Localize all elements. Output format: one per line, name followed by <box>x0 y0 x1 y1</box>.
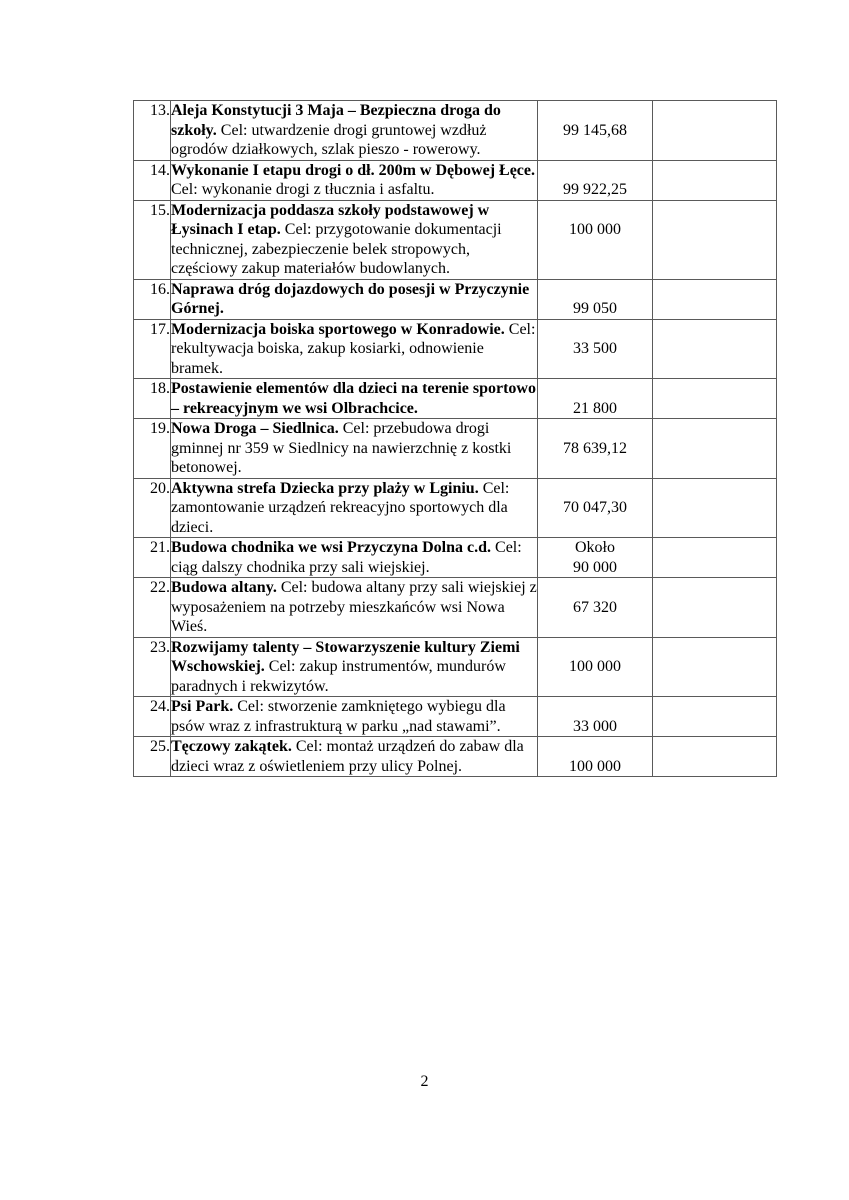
row-amount-note: Około <box>575 539 615 556</box>
row-amount-value: 70 047,30 <box>563 499 627 516</box>
row-amount-cell <box>538 200 653 279</box>
row-description-cell <box>171 697 538 737</box>
table-row <box>134 578 777 638</box>
row-details: Cel: zakup instrumentów, mundurów paradnych i rekwizytów. <box>171 658 506 695</box>
row-title: Aleja Konstytucji 3 Maja – Bezpieczna droga do szkoły. <box>171 102 501 139</box>
row-number: 18. <box>134 379 171 419</box>
row-amount-note <box>538 737 652 757</box>
row-amount-note <box>538 101 652 121</box>
row-number: 21. <box>134 538 171 578</box>
row-title: Modernizacja boiska sportowego w Konradowie. <box>171 320 505 338</box>
table-row <box>134 200 777 279</box>
row-amount-note <box>538 419 652 439</box>
row-description-cell <box>171 478 538 538</box>
row-details: Cel: zamontowanie urządzeń rekreacyjno sportowych dla dzieci. <box>171 479 510 536</box>
row-amount-value: 100 000 <box>569 221 621 238</box>
row-amount-value: 90 000 <box>573 558 617 576</box>
row-number: 14. <box>134 160 171 200</box>
row-number: 13. <box>134 101 171 161</box>
row-number: 24. <box>134 697 171 737</box>
row-notes-cell <box>653 538 777 578</box>
row-description-cell <box>171 319 538 379</box>
row-amount-cell <box>538 737 653 777</box>
row-notes-cell <box>653 637 777 697</box>
row-amount-note <box>538 697 652 717</box>
row-description-cell <box>171 578 538 638</box>
row-amount-value: 67 320 <box>573 598 617 616</box>
row-amount-cell <box>538 101 653 161</box>
row-number: 17. <box>134 319 171 379</box>
row-description-cell <box>171 538 538 578</box>
table-row <box>134 279 777 319</box>
row-title: Budowa chodnika we wsi Przyczyna Dolna c.d. <box>171 539 492 556</box>
row-number: 19. <box>134 419 171 479</box>
row-amount-cell <box>538 478 653 538</box>
row-number: 15. <box>134 200 171 279</box>
row-amount-note <box>538 578 652 598</box>
row-amount-note <box>538 161 652 181</box>
row-amount-value: 33 000 <box>573 717 617 735</box>
row-number: 25. <box>134 737 171 777</box>
table-row <box>134 737 777 777</box>
row-notes-cell <box>653 319 777 379</box>
table-row <box>134 419 777 479</box>
row-title: Postawienie elementów dla dzieci na terenie sportowo – rekreacyjnym we wsi Olbrachcice. <box>171 380 536 417</box>
row-amount-cell <box>538 538 653 578</box>
row-amount-value: 100 000 <box>569 757 621 775</box>
row-details: Cel: rekultywacja boiska, zakup kosiarki, odnowienie bramek. <box>171 320 536 377</box>
row-amount-note <box>538 280 652 300</box>
row-title: Wykonanie I etapu drogi o dł. 200m w Dębowej Łęce. <box>171 161 535 179</box>
row-details: Cel: wykonanie drogi z tłucznia i asfaltu. <box>171 181 435 198</box>
row-description-cell <box>171 101 538 161</box>
table-row <box>134 637 777 697</box>
row-details: Cel: przebudowa drogi gminnej nr 359 w Siedlnicy na nawierzchnię z kostki betonowej. <box>171 420 512 476</box>
row-notes-cell <box>653 200 777 279</box>
row-notes-cell <box>653 478 777 538</box>
row-details: Cel: ciąg dalszy chodnika przy sali wiejskiej. <box>171 539 522 576</box>
row-title: Tęczowy zakątek. <box>171 738 292 755</box>
row-description-cell <box>171 737 538 777</box>
projects-table-body <box>134 101 777 777</box>
row-amount-cell <box>538 419 653 479</box>
row-description-cell <box>171 637 538 697</box>
row-details: Cel: przygotowanie dokumentacji technicznej, zabezpieczenie belek stropowych, częściowy zakup materiałów budowlanych. <box>171 221 502 277</box>
row-title: Modernizacja poddasza szkoły podstawowej w Łysinach I etap. <box>171 201 490 238</box>
row-title: Nowa Droga – Siedlnica. <box>171 420 339 437</box>
row-number: 16. <box>134 279 171 319</box>
row-amount-value: 78 639,12 <box>563 439 627 457</box>
row-description-cell <box>171 419 538 479</box>
row-details: Cel: stworzenie zamkniętego wybiegu dla psów wraz z infrastrukturą w parku „nad stawami”. <box>171 698 506 735</box>
table-row <box>134 160 777 200</box>
table-row <box>134 478 777 538</box>
row-amount-value: 100 000 <box>569 658 621 675</box>
row-notes-cell <box>653 279 777 319</box>
row-amount-value: 21 800 <box>573 399 617 417</box>
row-amount-value: 99 145,68 <box>563 121 627 139</box>
row-title: Naprawa dróg dojazdowych do posesji w Przyczynie Górnej. <box>171 280 530 317</box>
row-notes-cell <box>653 101 777 161</box>
row-amount-cell <box>538 697 653 737</box>
row-title: Psi Park. <box>171 698 234 715</box>
row-amount-note <box>538 479 652 499</box>
row-notes-cell <box>653 697 777 737</box>
row-number: 23. <box>134 637 171 697</box>
row-title: Aktywna strefa Dziecka przy plaży w Lginiu. <box>171 479 479 497</box>
table-row <box>134 379 777 419</box>
row-details: Cel: budowa altany przy sali wiejskiej z wyposażeniem na potrzeby mieszkańców wsi Nowa Wieś. <box>171 579 537 635</box>
row-amount-cell <box>538 578 653 638</box>
row-amount-value: 99 050 <box>573 300 617 317</box>
row-description-cell <box>171 379 538 419</box>
row-details: Cel: montaż urządzeń do zabaw dla dzieci wraz z oświetleniem przy ulicy Polnej. <box>171 738 524 775</box>
table-row <box>134 538 777 578</box>
row-amount-cell <box>538 379 653 419</box>
projects-table <box>133 100 777 777</box>
row-description-cell <box>171 160 538 200</box>
row-title: Budowa altany. <box>171 579 277 596</box>
row-number: 20. <box>134 478 171 538</box>
row-amount-note <box>538 379 652 399</box>
page-number: 2 <box>420 1073 429 1090</box>
row-amount-value: 99 922,25 <box>563 181 627 198</box>
row-notes-cell <box>653 578 777 638</box>
row-notes-cell <box>653 379 777 419</box>
row-amount-cell <box>538 279 653 319</box>
row-description-cell <box>171 200 538 279</box>
row-amount-cell <box>538 160 653 200</box>
row-details: Cel: utwardzenie drogi gruntowej wzdłuż ogrodów działkowych, szlak pieszo - rowerowy. <box>171 121 487 158</box>
row-amount-note <box>538 638 652 658</box>
row-notes-cell <box>653 419 777 479</box>
row-notes-cell <box>653 737 777 777</box>
table-row <box>134 101 777 161</box>
table-row <box>134 697 777 737</box>
row-amount-cell <box>538 637 653 697</box>
row-amount-note <box>538 320 652 340</box>
table-row <box>134 319 777 379</box>
row-amount-cell <box>538 319 653 379</box>
row-amount-value: 33 500 <box>573 340 617 357</box>
row-number: 22. <box>134 578 171 638</box>
row-title: Rozwijamy talenty – Stowarzyszenie kultury Ziemi Wschowskiej. <box>171 638 520 675</box>
row-amount-note <box>538 201 652 221</box>
row-description-cell <box>171 279 538 319</box>
row-notes-cell <box>653 160 777 200</box>
